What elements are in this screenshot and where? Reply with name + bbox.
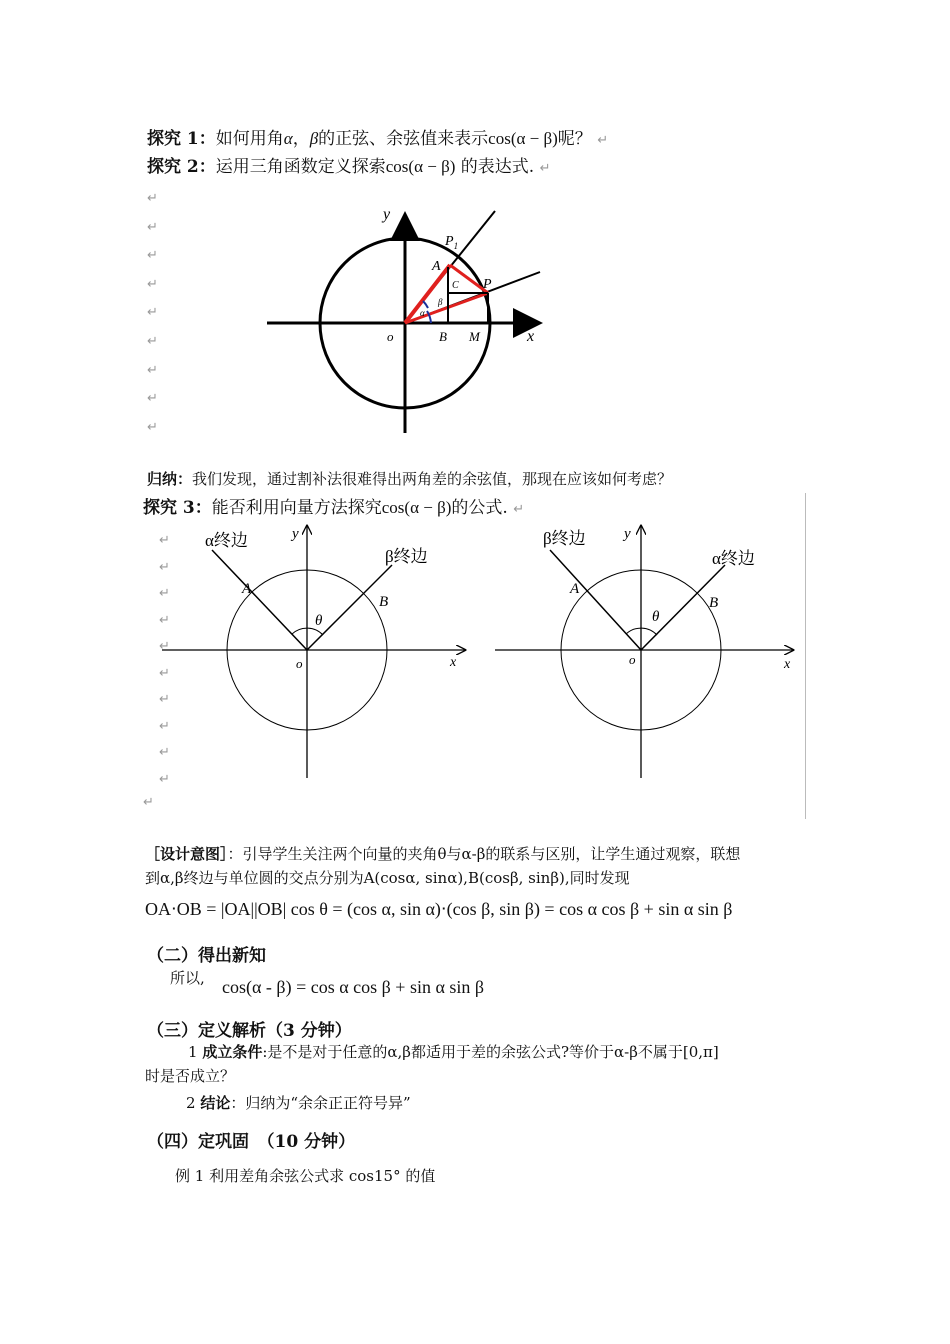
section-3-item-2	[186, 1092, 411, 1113]
fig3-label-y: y	[624, 526, 631, 542]
fig2-label-y: y	[292, 526, 299, 542]
fig3-terminal-a: β终边	[543, 529, 586, 548]
explore2-line	[147, 152, 551, 177]
section-3-item-1	[188, 1041, 719, 1062]
fig1-label-A: A	[432, 259, 441, 274]
paragraph-mark: ↵	[159, 718, 170, 734]
fig2-label-A: A	[242, 581, 252, 597]
fig3-label-A: A	[570, 581, 580, 597]
terminal-ray-beta	[550, 550, 641, 650]
summary-label: 归纳：	[147, 470, 193, 488]
explore1-comma: ，	[292, 129, 310, 149]
figure-vector-angle-1	[160, 520, 475, 782]
fig3-terminal-b: α终边	[712, 549, 755, 568]
fig1-label-C: C	[452, 280, 459, 291]
explore3-line	[143, 493, 524, 518]
explore1-text-c: 呢？	[557, 129, 592, 149]
explore2-text-a: 运用三角函数定义探索	[215, 157, 386, 177]
fig2-terminal-b: β终边	[385, 547, 428, 566]
paragraph-mark: ↵	[159, 692, 170, 707]
paragraph-mark: ↵	[147, 362, 158, 378]
design-line-1	[145, 843, 740, 864]
section-4-title: （四）定巩固 （10 分钟）	[147, 1132, 356, 1152]
figure-unit-circle-1	[255, 195, 565, 445]
section-2-formula: cos(α - β) = cos α cos β + sin α sin β	[222, 977, 485, 997]
section-2-so: 所以,	[170, 969, 205, 987]
summary-line	[147, 468, 672, 489]
fig1-label-B: B	[439, 329, 447, 344]
paragraph-mark: ↵	[147, 191, 158, 206]
paragraph-mark: ↵	[147, 305, 158, 321]
fig3-label-B: B	[709, 595, 719, 611]
item-2-label: 结论	[200, 1094, 231, 1112]
fig3-label-x: x	[784, 657, 791, 672]
paragraph-mark: ↵	[159, 612, 170, 628]
paragraph-mark: ↵	[539, 161, 551, 176]
fig1-paragraph-marks	[147, 185, 158, 442]
item-1-number: 1	[188, 1043, 198, 1061]
paragraph-mark: ↵	[159, 559, 170, 575]
item-1-label: 成立条件	[202, 1043, 263, 1061]
item-2-number: 2	[186, 1094, 196, 1112]
paragraph-mark: ↵	[147, 248, 158, 264]
explore2-expr: cos(α − β)	[385, 157, 456, 176]
fig2-label-o: o	[296, 656, 303, 671]
design-line-2: 到α,β终边与单位圆的交点分别为A(cosα, sinα),B(cosβ, sinβ),同时发现	[145, 869, 630, 887]
fig2-label-x: x	[450, 655, 457, 670]
section-4-example: 例 1 利用差角余弦公式求 cos15° 的值	[175, 1167, 436, 1185]
fig1-label-alpha: α	[420, 308, 425, 318]
explore1-text-b: 的正弦、余弦值来表示	[318, 129, 489, 149]
explore3-label: 探究 3：	[143, 498, 212, 518]
design-text-1: ：引导学生关注两个向量的夹角θ与α-β的联系与区别，让学生通过观察，联想	[227, 845, 741, 863]
fig1-label-beta: β	[438, 297, 443, 307]
explore1-text-a: 如何用角	[215, 129, 284, 149]
design-formula: OA⋅OB = |OA||OB| cos θ = (cos α, sin α)⋅(cos β, sin β) = cos α cos β + sin α sin β	[145, 899, 733, 919]
design-label: ［设计意图］	[145, 845, 228, 863]
summary-text: 我们发现，通过割补法很难得出两角差的余弦值，那现在应该如何考虑？	[192, 470, 673, 488]
fig2-terminal-a: α终边	[205, 531, 248, 550]
paragraph-mark: ↵	[159, 586, 170, 601]
fig3-label-o: o	[629, 652, 636, 667]
explore1-alpha: α	[283, 129, 293, 148]
fig3-label-theta: θ	[652, 609, 660, 625]
fig1-label-M: M	[469, 329, 480, 344]
paragraph-mark: ↵	[147, 419, 158, 435]
paragraph-mark: ↵	[159, 665, 170, 681]
explore2-label: 探究 2：	[147, 157, 216, 177]
figure-vector-angle-2	[495, 520, 800, 782]
paragraph-mark: ↵	[147, 219, 158, 235]
explore3-text-a: 能否利用向量方法探究	[211, 498, 382, 518]
paragraph-mark: ↵	[147, 276, 158, 292]
explore2-text-b: 的表达式.	[460, 157, 535, 177]
paragraph-mark: ↵	[143, 795, 154, 810]
fig1-label-x: x	[527, 328, 535, 345]
paragraph-mark: ↵	[159, 639, 170, 654]
explore1-beta: β	[309, 129, 319, 148]
figure-area-border	[805, 493, 806, 819]
fig1-label-P1	[444, 234, 458, 251]
fig1-label-P: P	[483, 277, 492, 292]
explore1-line	[147, 124, 608, 149]
terminal-ray-alpha	[212, 550, 307, 650]
paragraph-mark: ↵	[513, 502, 525, 517]
explore1-expr: cos(α − β)	[488, 129, 558, 148]
item-1-text: :是不是对于任意的α,β都适用于差的余弦公式?等价于α-β不属于[0,π]	[262, 1043, 719, 1061]
fig1-label-o: o	[387, 329, 394, 344]
paragraph-mark: ↵	[159, 771, 170, 787]
section-3-title: （三）定义解析（3 分钟）	[147, 1021, 352, 1041]
paragraph-mark: ↵	[159, 533, 170, 548]
fig1-label-P1-main: P	[445, 234, 454, 249]
section-2-title: （二）得出新知	[147, 946, 266, 966]
fig1-label-P1-sub: 1	[453, 241, 459, 251]
angle-arc-beta	[423, 301, 428, 308]
explore3-text-b: 的公式.	[451, 498, 508, 518]
paragraph-mark: ↵	[147, 391, 158, 407]
paragraph-mark: ↵	[159, 745, 170, 760]
explore3-expr: cos(α − β)	[381, 498, 452, 517]
explore1-label: 探究 1：	[147, 129, 216, 149]
item-2-text: ：归纳为“余余正正符号异”	[230, 1094, 411, 1112]
section-3-item-1-cont: 时是否成立？	[145, 1067, 236, 1085]
fig2-label-theta: θ	[315, 613, 323, 629]
fig1-label-y: y	[383, 206, 391, 223]
paragraph-mark: ↵	[147, 333, 158, 349]
paragraph-mark: ↵	[597, 133, 609, 148]
fig2-label-B: B	[379, 594, 389, 610]
